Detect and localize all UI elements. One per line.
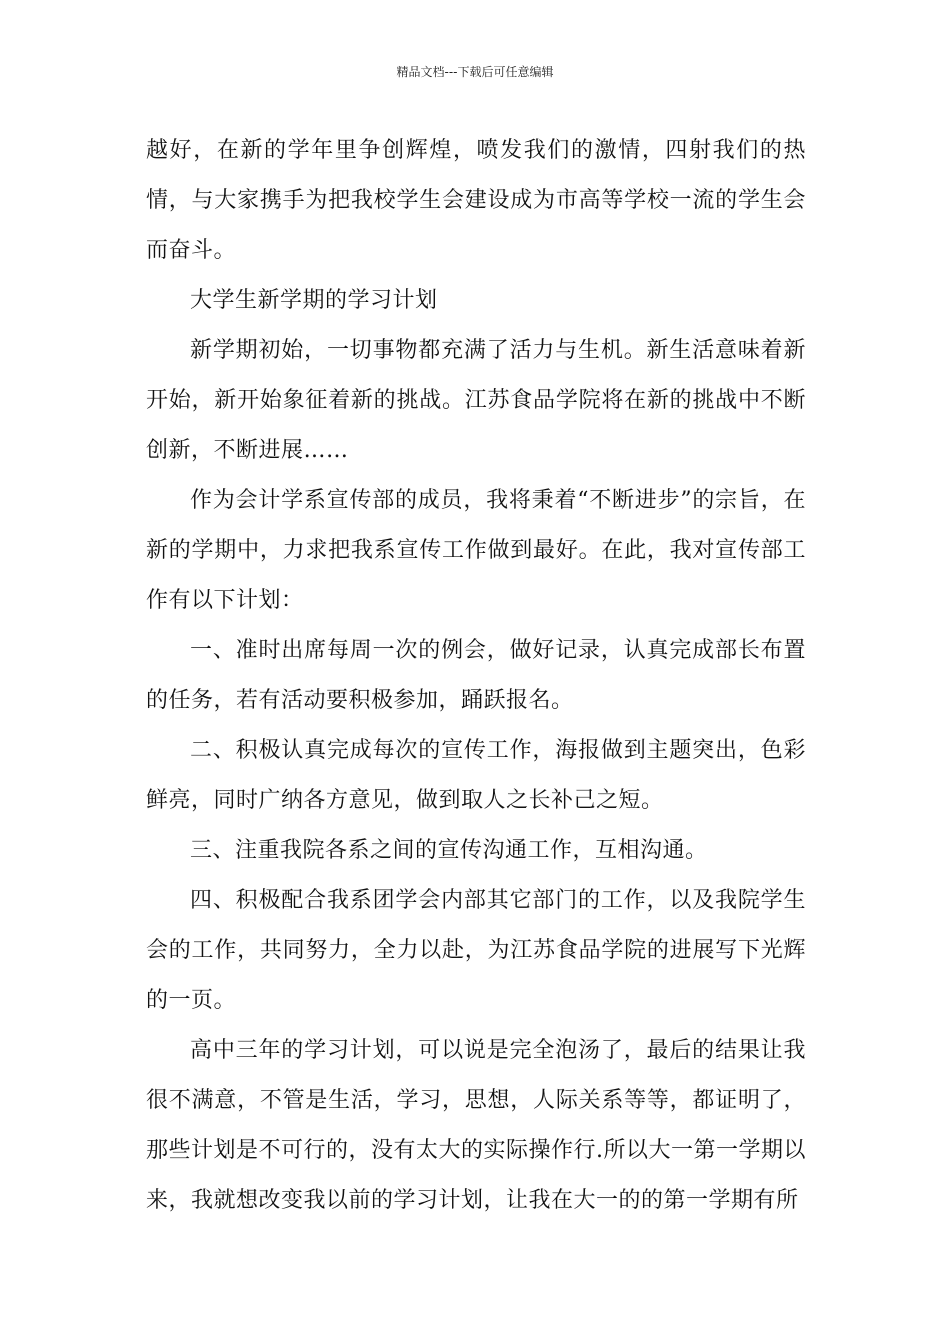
plan-item-1: 一、准时出席每周一次的例会，做好记录，认真完成部长布置的任务，若有活动要积极参加，踊跃报名。 [146,638,806,713]
paragraph: 新学期初始，一切事物都充满了活力与生机。新生活意味着新开始，新开始象征着新的挑战。江苏食品学院将在新的挑战中不断创新，不断进展…… [146,338,806,463]
plan-item-2: 二、积极认真完成每次的宣传工作，海报做到主题突出，色彩鲜亮，同时广纳各方意见，做到取人之长补己之短。 [146,738,806,813]
section-title: 大学生新学期的学习计划 [190,288,438,313]
paragraph: 高中三年的学习计划，可以说是完全泡汤了，最后的结果让我很不满意，不管是生活，学习，思想，人际关系等等，都证明了，那些计划是不可行的，没有太大的实际操作行.所以大一第一学期以来，我就想改变我以前的学习计划，让我在大一的的第一学期有所 [146,1038,806,1213]
plan-item-3: 三、注重我院各系之间的宣传沟通工作，互相沟通。 [190,838,708,863]
document-body [146,126,806,1226]
paragraph-continuation: 越好，在新的学年里争创辉煌，喷发我们的激情，四射我们的热情，与大家携手为把我校学生会建设成为市高等学校一流的学生会而奋斗。 [146,138,806,263]
page-header: 精品文档---下载后可任意编辑 [396,65,554,79]
paragraph: 作为会计学系宣传部的成员，我将秉着“不断进步”的宗旨，在新的学期中，力求把我系宣传工作做到最好。在此，我对宣传部工作有以下计划： [146,488,806,613]
plan-item-4: 四、积极配合我系团学会内部其它部门的工作，以及我院学生会的工作，共同努力，全力以赴，为江苏食品学院的进展写下光辉的一页。 [146,888,806,1013]
